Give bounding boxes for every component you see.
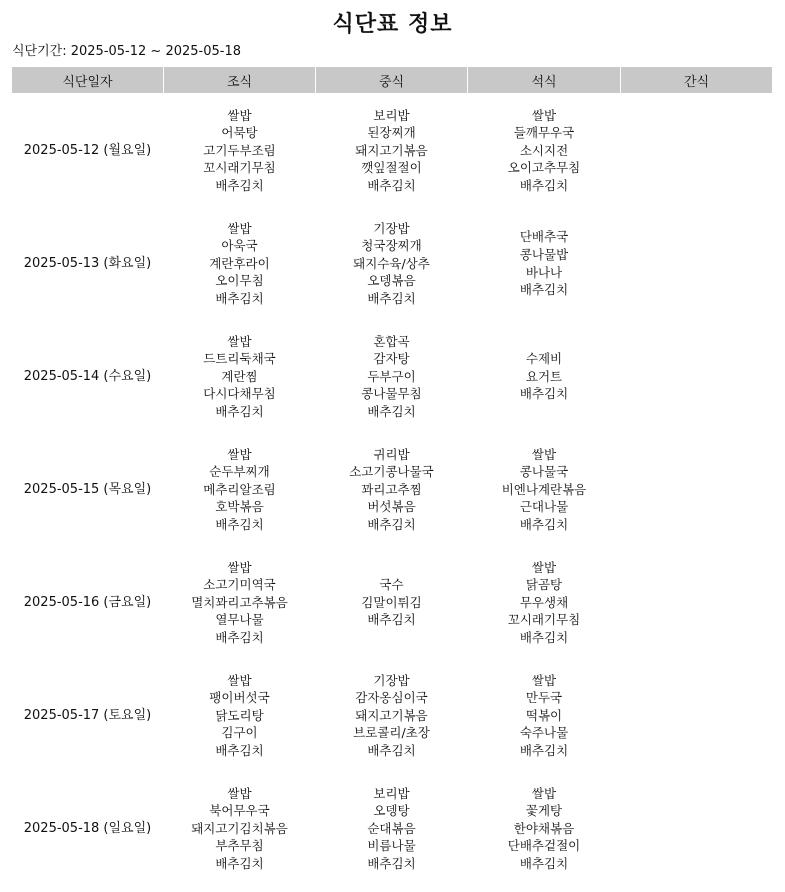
- menu-item: 배추김치: [367, 403, 416, 419]
- menu-item: 쌀밥: [531, 672, 557, 688]
- menu-item: 오뎅탕: [373, 803, 410, 819]
- dinner-cell: [468, 546, 621, 659]
- menu-item: 배추김치: [215, 177, 264, 193]
- menu-item: 소고기콩나물국: [349, 464, 434, 480]
- column-header-snack: 간식: [621, 67, 773, 94]
- menu-item: 돼지고기볶음: [355, 707, 428, 723]
- table-row: [12, 207, 773, 320]
- menu-item: 귀리밥: [373, 446, 410, 462]
- date-cell: 2025-05-16 (금요일): [23, 594, 152, 610]
- meal-period: 식단기간: 2025-05-12 ~ 2025-05-18: [12, 44, 242, 59]
- menu-item: 만두국: [525, 690, 563, 706]
- menu-item: 무우생채: [519, 594, 569, 610]
- menu-item: 배추김치: [367, 612, 416, 628]
- menu-item: 배추김치: [215, 742, 264, 758]
- menu-item: 쌀밥: [531, 107, 557, 123]
- menu-item: 김말이튀김: [361, 594, 422, 610]
- dinner-cell: [468, 772, 621, 885]
- snack-cell: [621, 772, 773, 885]
- breakfast-cell: [164, 546, 316, 659]
- menu-item: 브로콜리/초장: [353, 725, 430, 741]
- menu-item: 배추김치: [519, 386, 569, 402]
- lunch-cell: [316, 207, 468, 320]
- menu-item: 쌀밥: [227, 672, 252, 688]
- menu-item: 배추김치: [519, 516, 569, 532]
- snack-cell: [621, 433, 773, 546]
- menu-item: 들깨무우국: [513, 125, 575, 141]
- breakfast-cell: [164, 207, 316, 320]
- menu-item: 쌀밥: [531, 446, 557, 462]
- dinner-cell: [468, 207, 621, 320]
- menu-item: 배추김치: [215, 516, 264, 532]
- menu-item: 열무나물: [215, 612, 264, 628]
- menu-item: 소고기미역국: [203, 577, 276, 593]
- menu-item: 드트리둑채국: [203, 351, 276, 367]
- menu-item: 돼지고기김치볶음: [191, 820, 288, 836]
- meal-table: [11, 66, 773, 885]
- menu-item: 기장밥: [373, 672, 410, 688]
- menu-item: 콩나물국: [519, 464, 569, 480]
- dinner-cell: [468, 433, 621, 546]
- menu-item: 소시지전: [519, 142, 569, 158]
- menu-item: 계란후라이: [209, 255, 270, 271]
- menu-item: 깻잎절절이: [361, 160, 422, 176]
- menu-item: 꽃게탕: [525, 803, 563, 819]
- table-row: [12, 772, 773, 885]
- menu-item: 아욱국: [221, 238, 258, 254]
- menu-item: 꽈리고추찜: [361, 481, 422, 497]
- menu-item: 배추김치: [519, 629, 569, 645]
- menu-item: 배추김치: [367, 177, 416, 193]
- date-cell: 2025-05-15 (목요일): [23, 481, 152, 497]
- menu-item: 순대볶음: [367, 820, 416, 836]
- menu-item: 어묵탕: [221, 125, 258, 141]
- table-row: [12, 320, 773, 433]
- dinner-cell: [468, 94, 621, 208]
- menu-item: 오이무침: [215, 273, 264, 289]
- table-header-row: [12, 67, 773, 94]
- menu-item: 청국장찌개: [361, 238, 422, 254]
- menu-item: 배추김치: [519, 177, 569, 193]
- date-cell: 2025-05-12 (월요일): [23, 142, 152, 158]
- snack-cell: [621, 546, 773, 659]
- menu-item: 보리밥: [373, 785, 410, 801]
- menu-item: 오뎅볶음: [367, 273, 416, 289]
- menu-item: 요거트: [525, 368, 563, 384]
- snack-cell: [621, 659, 773, 772]
- menu-item: 닭곰탕: [525, 577, 563, 593]
- menu-item: 배추김치: [519, 742, 569, 758]
- menu-item: 쌀밥: [227, 559, 252, 575]
- breakfast-cell: [164, 433, 316, 546]
- menu-item: 단배추국: [519, 229, 569, 245]
- menu-item: 숙주나물: [519, 725, 569, 741]
- menu-item: 배추김치: [367, 290, 416, 306]
- table-row: [12, 94, 773, 208]
- menu-item: 닭도리탕: [215, 707, 264, 723]
- menu-item: 국수: [379, 577, 404, 593]
- date-cell: 2025-05-13 (화요일): [23, 255, 152, 271]
- column-header-dinner: 석식: [468, 67, 621, 94]
- table-row: [12, 433, 773, 546]
- breakfast-cell: [164, 772, 316, 885]
- menu-item: 감자탕: [373, 351, 410, 367]
- lunch-cell: [316, 433, 468, 546]
- menu-item: 콩나물밥: [519, 246, 569, 262]
- menu-item: 부추무침: [215, 838, 264, 854]
- menu-item: 비름나물: [367, 838, 416, 854]
- menu-item: 쌀밥: [531, 559, 557, 575]
- menu-item: 근대나물: [519, 499, 569, 515]
- menu-item: 꼬시래기무침: [507, 612, 581, 628]
- menu-item: 콩나물무침: [361, 386, 422, 402]
- page-title: 식단표 정보: [332, 12, 453, 37]
- menu-item: 배추김치: [215, 290, 264, 306]
- breakfast-cell: [164, 659, 316, 772]
- menu-item: 혼합곡: [373, 333, 410, 349]
- menu-item: 배추김치: [215, 403, 264, 419]
- menu-item: 호박볶음: [215, 499, 264, 515]
- menu-item: 쌀밥: [531, 785, 557, 801]
- breakfast-cell: [164, 94, 316, 208]
- menu-item: 쌀밥: [227, 446, 252, 462]
- date-cell: 2025-05-17 (토요일): [23, 707, 152, 723]
- menu-item: 배추김치: [367, 855, 416, 871]
- menu-item: 쌀밥: [227, 107, 252, 123]
- menu-item: 버섯볶음: [367, 499, 416, 515]
- menu-item: 기장밥: [373, 220, 410, 236]
- menu-item: 돼지수육/상추: [353, 255, 430, 271]
- menu-item: 한야채볶음: [513, 820, 575, 836]
- menu-item: 북어무우국: [209, 803, 270, 819]
- menu-item: 고기두부조림: [203, 142, 276, 158]
- menu-item: 꼬시래기무침: [203, 160, 276, 176]
- table-row: [12, 659, 773, 772]
- menu-item: 쌀밥: [227, 785, 252, 801]
- menu-item: 두부구이: [367, 368, 416, 384]
- menu-item: 비엔나계란볶음: [501, 481, 587, 497]
- menu-item: 배추김치: [215, 629, 264, 645]
- menu-item: 팽이버섯국: [209, 690, 270, 706]
- menu-item: 배추김치: [215, 855, 264, 871]
- snack-cell: [621, 207, 773, 320]
- breakfast-cell: [164, 320, 316, 433]
- menu-item: 단배추겉절이: [507, 838, 581, 854]
- menu-item: 다시다채무침: [203, 386, 276, 402]
- menu-item: 보리밥: [373, 107, 410, 123]
- menu-item: 바나나: [525, 264, 563, 280]
- menu-item: 배추김치: [367, 742, 416, 758]
- snack-cell: [621, 94, 773, 208]
- menu-item: 돼지고기볶음: [355, 142, 428, 158]
- lunch-cell: [316, 772, 468, 885]
- menu-item: 쌀밥: [227, 220, 252, 236]
- snack-cell: [621, 320, 773, 433]
- menu-item: 오이고추무침: [507, 160, 581, 176]
- column-header-date: 식단일자: [12, 67, 164, 94]
- menu-item: 배추김치: [367, 516, 416, 532]
- table-row: [12, 546, 773, 659]
- menu-item: 계란찜: [221, 368, 258, 384]
- menu-item: 감자옹심이국: [355, 690, 428, 706]
- dinner-cell: [468, 659, 621, 772]
- menu-item: 김구이: [221, 725, 258, 741]
- menu-item: 멸치꽈리고추볶음: [191, 594, 288, 610]
- menu-item: 수제비: [525, 351, 563, 367]
- lunch-cell: [316, 320, 468, 433]
- menu-item: 쌀밥: [227, 333, 252, 349]
- menu-item: 배추김치: [519, 855, 569, 871]
- lunch-cell: [316, 659, 468, 772]
- column-header-breakfast: 조식: [164, 67, 316, 94]
- lunch-cell: [316, 94, 468, 208]
- date-cell: 2025-05-18 (일요일): [23, 820, 152, 836]
- column-header-lunch: 중식: [316, 67, 468, 94]
- menu-item: 순두부찌개: [209, 464, 270, 480]
- dinner-cell: [468, 320, 621, 433]
- menu-item: 떡볶이: [525, 707, 563, 723]
- menu-item: 메추리알조림: [203, 481, 276, 497]
- menu-item: 된장찌개: [367, 125, 416, 141]
- lunch-cell: [316, 546, 468, 659]
- menu-item: 배추김치: [519, 282, 569, 298]
- date-cell: 2025-05-14 (수요일): [23, 368, 152, 384]
